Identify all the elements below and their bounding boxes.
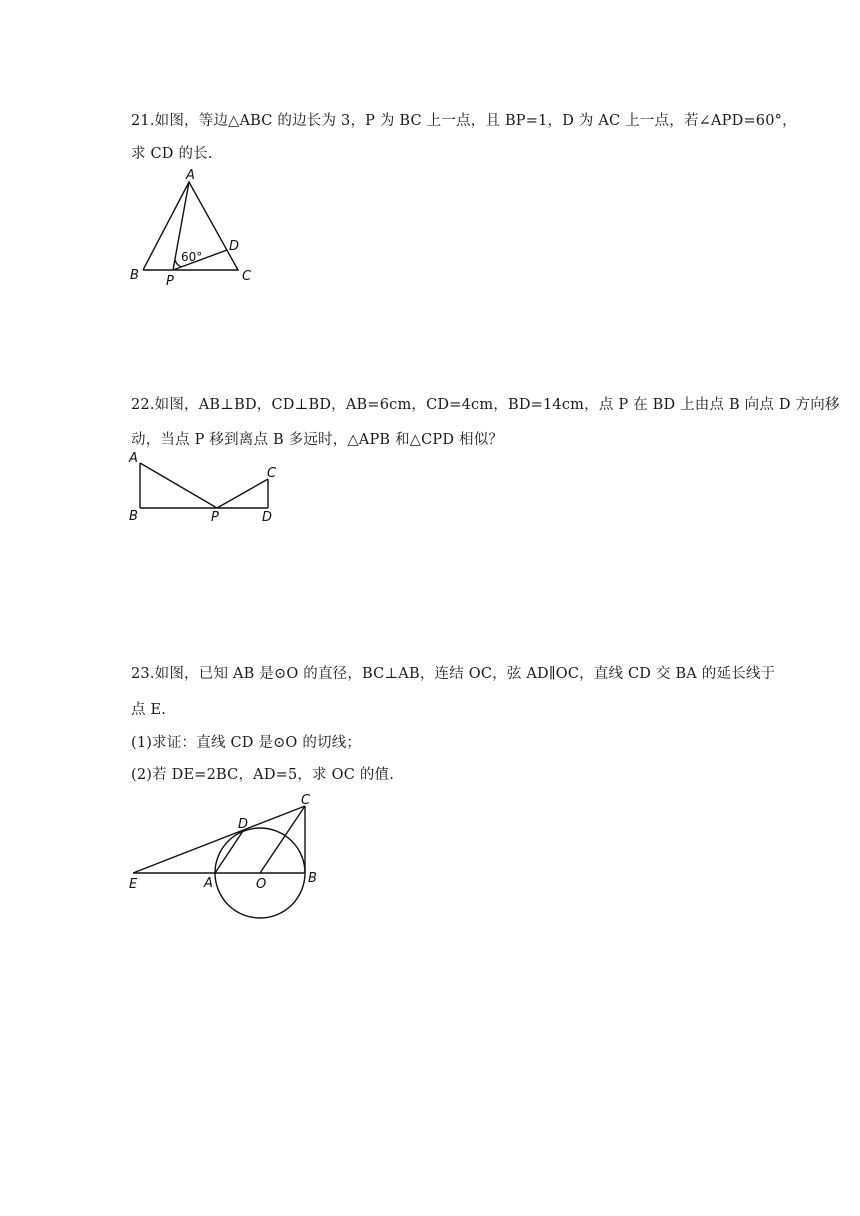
problem-22-line-2: 动，当点 P 移到离点 B 多远时，△APB 和△CPD 相似？ (131, 432, 504, 448)
label-b: B (129, 509, 138, 524)
problem-23-line-2: 点 E. (131, 702, 167, 718)
label-d: D (229, 239, 240, 254)
label-c: C (301, 793, 311, 808)
line-ec (133, 806, 305, 873)
label-p: P (211, 510, 219, 525)
problem-21-line-1: 21.如图，等边△ABC 的边长为 3，P 为 BC 上一点，且 BP=1，D 为 AC 上一点，若∠APD=60°， (131, 113, 797, 129)
problem-21-line-2: 求 CD 的长. (131, 146, 213, 162)
problem-23-part-1: (1)求证：直线 CD 是⊙O 的切线； (131, 735, 362, 751)
problem-23-part-2: (2)若 DE=2BC，AD=5，求 OC 的值. (131, 767, 395, 783)
problem-23-figure (125, 792, 325, 922)
label-a: A (204, 876, 213, 891)
problem-21-figure (125, 166, 265, 290)
label-c: C (267, 466, 277, 481)
label-a: A (186, 168, 195, 183)
angle-label-60: 60° (181, 250, 203, 264)
label-e: E (129, 877, 138, 892)
label-a: A (129, 451, 138, 466)
problem-22-line-1: 22.如图，AB⊥BD，CD⊥BD，AB=6cm，CD=4cm，BD=14cm，点 P 在 BD 上由点 B 向点 D 方向移 (131, 397, 840, 413)
segment-ad (215, 831, 243, 873)
label-d: D (262, 510, 273, 525)
label-b: B (308, 871, 317, 886)
segment-ap (140, 463, 217, 508)
label-b: B (130, 268, 139, 283)
segment-pc (217, 479, 268, 508)
problem-23-line-1: 23.如图，已知 AB 是⊙O 的直径，BC⊥AB，连结 OC，弦 AD∥OC，直线 CD 交 BA 的延长线于 (131, 666, 776, 682)
label-c: C (242, 269, 252, 284)
problem-22-figure (125, 448, 285, 528)
segment-oc (260, 806, 305, 873)
label-o: O (256, 877, 267, 892)
label-p: P (166, 274, 174, 289)
label-d: D (238, 817, 249, 832)
